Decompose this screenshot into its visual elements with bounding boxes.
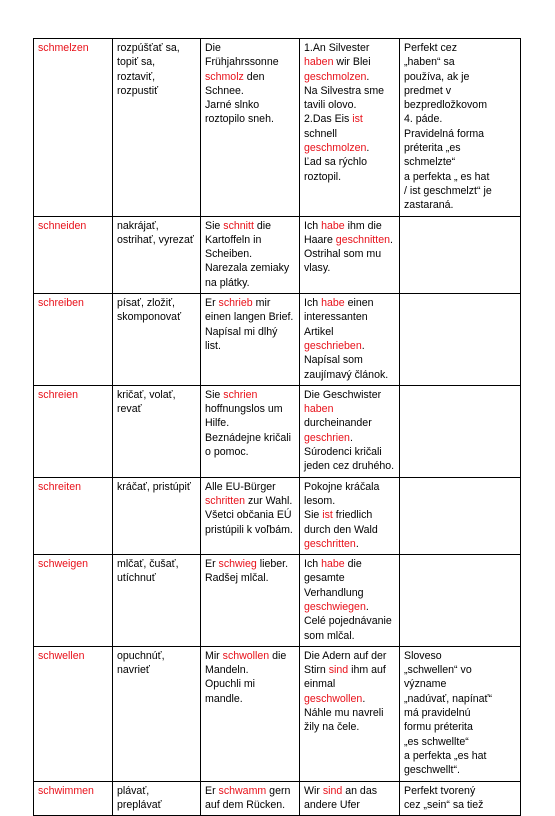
perfect-example-cell xyxy=(300,294,400,386)
translation-cell xyxy=(113,39,201,217)
table-row xyxy=(34,555,521,647)
perfect-line xyxy=(304,629,396,643)
text-segment: den xyxy=(243,70,265,83)
verb-infinitive: schneiden xyxy=(38,219,87,232)
note-line: a perfekta „es hat xyxy=(404,749,487,762)
text-segment: . xyxy=(365,600,369,613)
note-line: Perfekt tvorený xyxy=(404,784,476,797)
example-line xyxy=(205,261,296,275)
text-segment: . xyxy=(389,233,393,246)
text-segment: die xyxy=(344,558,362,571)
preterite-example-cell xyxy=(201,781,300,816)
translation-line: rozpúšťať sa, xyxy=(117,42,180,54)
perfect-line xyxy=(304,706,396,720)
translation-cell xyxy=(113,555,201,647)
perfect-line xyxy=(304,459,396,473)
verb-infinitive: schmelzen xyxy=(38,42,89,54)
note-line: „haben“ sa xyxy=(404,56,455,69)
perfect-example-cell xyxy=(300,39,400,217)
text-segment: . xyxy=(366,142,370,155)
text-segment: mir xyxy=(252,297,271,310)
text-segment: list. xyxy=(205,339,221,352)
translation-line: mlčať, čušať, xyxy=(117,558,179,571)
highlighted-form: schwieg xyxy=(218,558,257,571)
text-segment: Verhandlung xyxy=(304,586,364,599)
text-segment: Mir xyxy=(205,649,223,662)
text-segment: schnell xyxy=(304,127,337,140)
example-line xyxy=(205,219,296,233)
preterite-example-cell xyxy=(201,646,300,781)
highlighted-form: sind xyxy=(322,784,343,797)
perfect-line xyxy=(304,600,396,614)
example-line xyxy=(205,445,296,459)
perfect-line xyxy=(304,170,396,184)
highlighted-form: schrien xyxy=(223,388,258,401)
table-row xyxy=(34,294,521,386)
text-segment: . xyxy=(362,692,366,705)
example-line xyxy=(205,388,296,402)
example-line xyxy=(205,508,296,522)
example-line xyxy=(205,112,296,126)
text-segment: hoffnungslos um xyxy=(205,403,283,416)
note-line: „schwellen“ vo xyxy=(404,664,472,677)
preterite-example-cell xyxy=(201,477,300,554)
translation-line: opuchnúť, xyxy=(117,649,165,662)
translation-cell xyxy=(113,646,201,781)
perfect-example-cell xyxy=(300,646,400,781)
text-segment: 1.An Silvester xyxy=(304,42,370,54)
note-line: schmelzte“ xyxy=(404,156,456,169)
note-line: formu préterita xyxy=(404,721,473,734)
perfect-line xyxy=(304,416,396,430)
text-segment: Celé pojednávanie xyxy=(304,615,392,628)
verb-cell xyxy=(34,555,113,647)
highlighted-form: haben xyxy=(304,56,334,69)
highlighted-form: geschrien xyxy=(304,431,350,444)
text-segment: roztopil. xyxy=(304,170,342,183)
text-segment: Kartoffeln in xyxy=(205,233,262,246)
text-segment: Opuchli mi xyxy=(205,678,256,691)
text-segment: einen xyxy=(344,297,374,310)
text-segment: som mlčal. xyxy=(304,629,355,642)
text-segment: . xyxy=(349,431,353,444)
note-line: zastaraná. xyxy=(404,199,454,212)
text-segment: zur Wahl. xyxy=(245,494,293,507)
text-segment: zaujímavý článok. xyxy=(304,368,389,381)
verb-infinitive: schreiben xyxy=(38,297,84,310)
text-segment: auf dem Rücken. xyxy=(205,798,286,811)
note-cell xyxy=(400,646,521,781)
highlighted-form: schwamm xyxy=(218,784,267,797)
text-segment: wir Blei xyxy=(333,56,371,69)
note-cell xyxy=(400,385,521,477)
example-line xyxy=(205,41,296,70)
perfect-line xyxy=(304,431,396,445)
text-segment: Ostrihal som mu xyxy=(304,248,382,261)
verb-cell xyxy=(34,216,113,293)
translation-cell xyxy=(113,477,201,554)
verb-cell xyxy=(34,385,113,477)
note-line: / ist geschmelzt“ je xyxy=(404,184,492,197)
text-segment: Schnee. xyxy=(205,84,244,97)
text-segment: Radšej mlčal. xyxy=(205,572,269,585)
text-segment: Súrodenci kričali xyxy=(304,446,382,459)
perfect-line xyxy=(304,480,396,494)
perfect-line xyxy=(304,494,396,508)
translation-line: roztaviť, xyxy=(117,70,156,83)
note-cell xyxy=(400,216,521,293)
highlighted-form: schnitt xyxy=(223,219,254,232)
highlighted-form: sind xyxy=(328,664,349,677)
perfect-line xyxy=(304,445,396,459)
text-segment: Mandeln. xyxy=(205,664,249,677)
highlighted-form: habe xyxy=(321,219,345,232)
table-row xyxy=(34,216,521,293)
perfect-line xyxy=(304,141,396,155)
text-segment: Er xyxy=(205,297,219,310)
text-segment: interessanten xyxy=(304,311,368,324)
note-line: 4. páde. xyxy=(404,113,443,126)
translation-line: plávať, xyxy=(117,784,150,797)
text-segment: Stirn xyxy=(304,664,329,677)
text-segment: gesamte xyxy=(304,572,345,585)
perfect-example-cell xyxy=(300,555,400,647)
note-cell xyxy=(400,39,521,217)
translation-line: navrieť xyxy=(117,664,150,677)
text-segment: . xyxy=(366,70,370,83)
translation-line: kráčať, pristúpiť xyxy=(117,480,191,493)
note-line: Perfekt cez xyxy=(404,42,457,54)
perfect-line xyxy=(304,557,396,571)
text-segment: lieber. xyxy=(256,558,289,571)
example-line xyxy=(205,798,296,812)
translation-line: skomponovať xyxy=(117,311,182,324)
verb-cell xyxy=(34,646,113,781)
verb-cell xyxy=(34,294,113,386)
text-segment: Ľad sa rýchlo xyxy=(304,156,368,169)
text-segment: Ich xyxy=(304,558,322,571)
translation-cell xyxy=(113,294,201,386)
note-cell xyxy=(400,781,521,816)
example-line xyxy=(205,98,296,112)
perfect-line xyxy=(304,310,396,324)
perfect-line xyxy=(304,798,396,812)
perfect-line xyxy=(304,247,396,261)
example-line xyxy=(205,325,296,339)
perfect-line xyxy=(304,353,396,367)
translation-cell xyxy=(113,781,201,816)
text-segment: Sie xyxy=(304,509,323,522)
text-segment: Ich xyxy=(304,219,322,232)
perfect-line xyxy=(304,523,396,537)
example-line xyxy=(205,494,296,508)
note-line: préterita „es xyxy=(404,142,461,155)
note-line: má pravidelnú xyxy=(404,707,471,720)
highlighted-form: geschmolzen xyxy=(304,142,367,155)
perfect-line xyxy=(304,70,396,84)
text-segment: mandle. xyxy=(205,692,243,705)
text-segment: Beznádejne kričali xyxy=(205,431,291,444)
preterite-example-cell xyxy=(201,555,300,647)
text-segment: Er xyxy=(205,558,219,571)
text-segment: einmal xyxy=(304,678,336,691)
perfect-line xyxy=(304,537,396,551)
text-segment: Er xyxy=(205,784,219,797)
text-segment: die xyxy=(253,219,271,232)
example-line xyxy=(205,663,296,677)
highlighted-form: schritten xyxy=(205,494,246,507)
text-segment: Jarné slnko xyxy=(205,99,260,112)
perfect-line xyxy=(304,41,396,55)
perfect-line xyxy=(304,388,396,402)
example-line xyxy=(205,571,296,585)
text-segment: Sie xyxy=(205,219,224,232)
text-segment: žily na čele. xyxy=(304,721,360,734)
highlighted-form: schrieb xyxy=(218,297,253,310)
perfect-line xyxy=(304,663,396,677)
text-segment: . xyxy=(355,537,359,550)
highlighted-form: habe xyxy=(321,558,345,571)
translation-line: topiť sa, xyxy=(117,56,156,69)
preterite-example-cell xyxy=(201,39,300,217)
text-segment: Wir xyxy=(304,784,323,797)
table-row xyxy=(34,646,521,781)
text-segment: durcheinander xyxy=(304,417,372,430)
translation-line: písať, zložiť, xyxy=(117,297,175,310)
perfect-line xyxy=(304,233,396,247)
perfect-line xyxy=(304,98,396,112)
highlighted-form: geschrieben xyxy=(304,339,362,352)
highlighted-form: habe xyxy=(321,297,345,310)
verb-table-body xyxy=(34,39,521,816)
text-segment: vlasy. xyxy=(304,262,331,275)
example-line xyxy=(205,523,296,537)
perfect-line xyxy=(304,112,396,141)
text-segment: . xyxy=(361,339,365,352)
perfect-example-cell xyxy=(300,781,400,816)
example-line xyxy=(205,339,296,353)
text-segment: tavili olovo. xyxy=(304,99,357,112)
preterite-example-cell xyxy=(201,216,300,293)
note-line: „nadúvať, napínať“ xyxy=(404,692,493,705)
text-segment: Alle EU-Bürger xyxy=(205,480,276,493)
text-segment: Narezala zemiaky xyxy=(205,262,290,275)
perfect-line xyxy=(304,677,396,691)
highlighted-form: geschnitten xyxy=(335,233,390,246)
perfect-line xyxy=(304,720,396,734)
verb-infinitive: schwimmen xyxy=(38,784,94,797)
perfect-line xyxy=(304,325,396,339)
text-segment: Ich xyxy=(304,297,322,310)
translation-line: kričať, volať, xyxy=(117,388,176,401)
perfect-line xyxy=(304,571,396,585)
highlighted-form: schmolz xyxy=(205,70,244,83)
example-line xyxy=(205,310,296,324)
text-segment: Napísal mi dlhý xyxy=(205,325,278,338)
note-line: a perfekta „ es hat xyxy=(404,170,490,183)
verb-infinitive: schweigen xyxy=(38,558,89,571)
note-cell xyxy=(400,294,521,386)
text-segment: Die Adern auf der xyxy=(304,649,387,662)
note-cell xyxy=(400,477,521,554)
example-line xyxy=(205,70,296,84)
translation-line: rozpustiť xyxy=(117,84,159,97)
note-line: význame xyxy=(404,678,447,691)
note-line: „es schwellte“ xyxy=(404,735,469,748)
note-cell xyxy=(400,555,521,647)
example-line xyxy=(205,247,296,261)
perfect-line xyxy=(304,155,396,169)
perfect-line xyxy=(304,692,396,706)
note-line: Pravidelná forma xyxy=(404,127,485,140)
text-segment: Napísal som xyxy=(304,354,363,367)
text-segment: friedlich xyxy=(332,509,373,522)
perfect-line xyxy=(304,784,396,798)
perfect-line xyxy=(304,296,396,310)
perfect-line xyxy=(304,368,396,382)
translation-line: ostrihať, vyrezať xyxy=(117,233,194,246)
perfect-line xyxy=(304,586,396,600)
example-line xyxy=(205,402,296,416)
table-row xyxy=(34,781,521,816)
verb-cell xyxy=(34,477,113,554)
highlighted-form: haben xyxy=(304,403,334,416)
perfect-line xyxy=(304,508,396,522)
perfect-line xyxy=(304,614,396,628)
perfect-example-cell xyxy=(300,216,400,293)
note-line: predmet v xyxy=(404,84,452,97)
verb-cell xyxy=(34,781,113,816)
example-line xyxy=(205,557,296,571)
text-segment: Scheiben. xyxy=(205,248,253,261)
perfect-line xyxy=(304,219,396,233)
example-line xyxy=(205,276,296,290)
verb-table xyxy=(33,38,521,816)
example-line xyxy=(205,784,296,798)
example-line xyxy=(205,416,296,430)
example-line xyxy=(205,233,296,247)
highlighted-form: geschmolzen xyxy=(304,70,367,83)
highlighted-form: geschwiegen xyxy=(304,600,366,613)
highlighted-form: ist xyxy=(322,509,333,522)
text-segment: Haare xyxy=(304,233,336,246)
example-line xyxy=(205,692,296,706)
highlighted-form: ist xyxy=(352,113,363,126)
note-line: Sloveso xyxy=(404,649,442,662)
perfect-line xyxy=(304,55,396,69)
table-row xyxy=(34,39,521,217)
perfect-example-cell xyxy=(300,477,400,554)
text-segment: pristúpili k voľbám. xyxy=(205,523,293,536)
verb-infinitive: schreiten xyxy=(38,480,81,493)
verb-infinitive: schwellen xyxy=(38,649,85,662)
text-segment: jeden cez druhého. xyxy=(304,460,395,473)
text-segment: durch den Wald xyxy=(304,523,378,536)
preterite-example-cell xyxy=(201,385,300,477)
note-line: používa, ak je xyxy=(404,70,470,83)
text-segment: roztopilo sneh. xyxy=(205,113,274,126)
example-line xyxy=(205,431,296,445)
example-line xyxy=(205,480,296,494)
text-segment: Die Frühjahrssonne xyxy=(205,42,279,69)
text-segment: na plátky. xyxy=(205,276,250,289)
translation-line: utíchnuť xyxy=(117,572,156,585)
translation-cell xyxy=(113,385,201,477)
text-segment: Pokojne kráčala xyxy=(304,480,380,493)
text-segment: 2.Das Eis xyxy=(304,113,353,126)
perfect-line xyxy=(304,261,396,275)
perfect-example-cell xyxy=(300,385,400,477)
text-segment: ihm auf xyxy=(348,664,386,677)
highlighted-form: geschritten xyxy=(304,537,356,550)
perfect-line xyxy=(304,84,396,98)
preterite-example-cell xyxy=(201,294,300,386)
example-line xyxy=(205,296,296,310)
note-line: geschwellt“. xyxy=(404,764,460,777)
translation-line: revať xyxy=(117,403,142,416)
verb-infinitive: schreien xyxy=(38,388,79,401)
text-segment: Všetci občania EÚ xyxy=(205,509,292,522)
text-segment: an das xyxy=(342,784,378,797)
verb-cell xyxy=(34,39,113,217)
example-line xyxy=(205,84,296,98)
text-segment: Sie xyxy=(205,388,224,401)
example-line xyxy=(205,677,296,691)
text-segment: Náhle mu navreli xyxy=(304,707,384,720)
text-segment: gern xyxy=(266,784,291,797)
text-segment: lesom. xyxy=(304,494,336,507)
table-row xyxy=(34,385,521,477)
table-row xyxy=(34,477,521,554)
text-segment: einen langen Brief. xyxy=(205,311,294,324)
text-segment: die xyxy=(269,649,287,662)
highlighted-form: geschwollen xyxy=(304,692,363,705)
translation-line: preplávať xyxy=(117,798,162,811)
note-line: cez „sein“ sa tiež xyxy=(404,798,484,811)
text-segment: o pomoc. xyxy=(205,446,249,459)
text-segment: ihm die xyxy=(344,219,382,232)
perfect-line xyxy=(304,402,396,416)
text-segment: Die Geschwister xyxy=(304,388,382,401)
perfect-line xyxy=(304,339,396,353)
text-segment: Hilfe. xyxy=(205,417,230,430)
highlighted-form: schwollen xyxy=(222,649,270,662)
note-line: bezpredložkovom xyxy=(404,99,488,112)
text-segment: andere Ufer xyxy=(304,798,360,811)
text-segment: Artikel xyxy=(304,325,334,338)
example-line xyxy=(205,649,296,663)
translation-line: nakrájať, xyxy=(117,219,159,232)
text-segment: Na Silvestra sme xyxy=(304,84,385,97)
perfect-line xyxy=(304,649,396,663)
translation-cell xyxy=(113,216,201,293)
